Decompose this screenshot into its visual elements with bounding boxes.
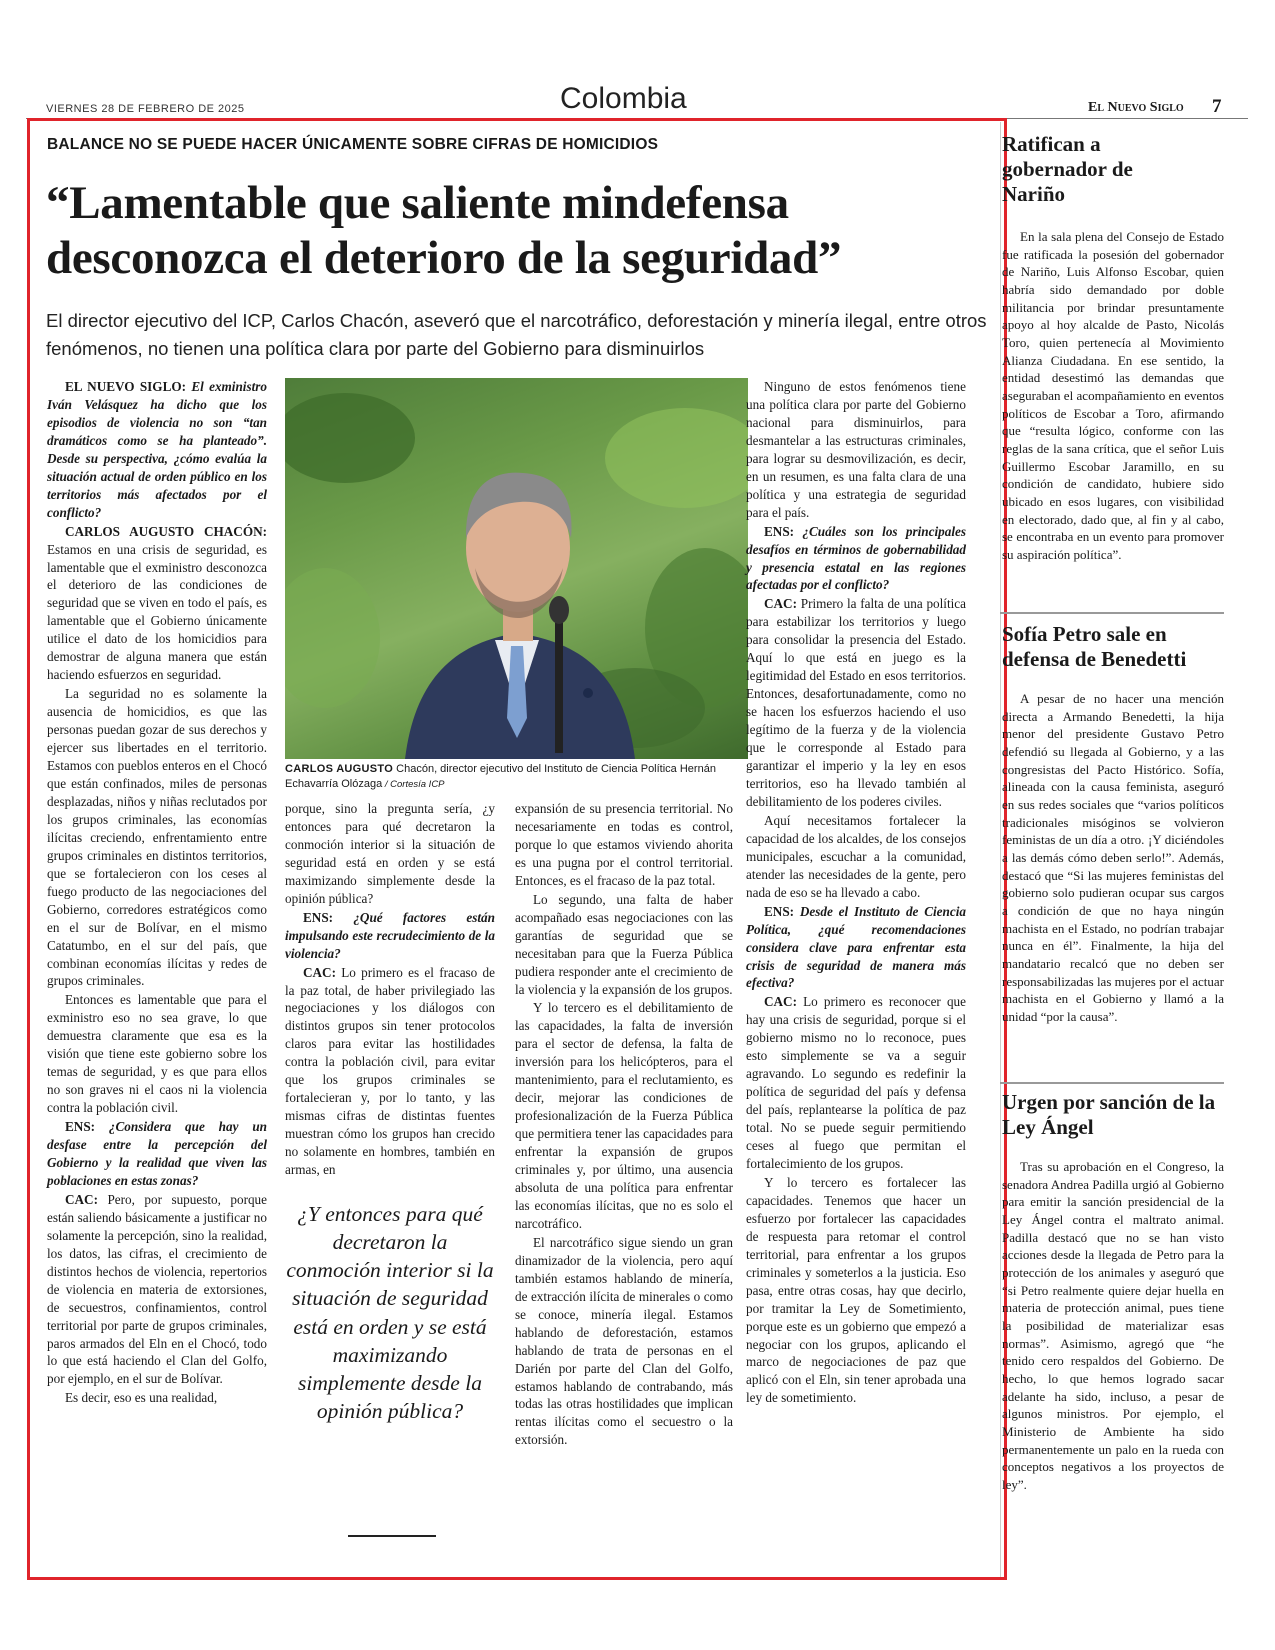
caption-credit: / Cortesía ICP [382,779,445,791]
article-kicker: BALANCE NO SE PUEDE HACER ÚNICAMENTE SOBRE CIFRAS DE HOMICIDIOS [47,136,659,153]
paragraph-text: porque, sino la pregunta sería, ¿y entonces para qué decretaron la conmoción interior si la situación de seguridad está en orden y se está maximizando simplemente desde la opinión pública? [285,801,495,906]
article-paragraph [746,523,966,595]
article-paragraph [47,1118,267,1190]
caption-name: CARLOS AUGUSTO [285,763,394,775]
paragraph-text: El narcotráfico sigue siendo un gran dinamizador de la violencia, pero aquí también estamos hablando de minería, de extracción ilícita de minerales o como se conoce, minería ilegal. Estamos hablando de deforestación, estamos hablando de trata de personas en el Darién por parte del Clan del Golfo, estamos hablando de contrabando, más todas las otras hostilidades que implican rentas ilícitas como el secuestro o la extorsión. [515,1234,733,1448]
speaker-label: CAC: [303,964,336,980]
article-column-4 [746,378,966,1558]
speaker-label: ENS: [764,903,795,919]
article-paragraph [285,964,495,1179]
paragraph-text: Estamos en una crisis de seguridad, es lamentable que el exministro desconozca el deterioro de las condiciones de seguridad que se viven en todo el país, es lamentable que el Gobierno únicamente utilice el dato de los homicidios para demostrar de alguna manera que están haciendo esfuerzos en seguridad. [47,541,267,683]
article-paragraph [746,595,966,810]
brief-2-headline: Sofía Petro sale en defensa de Benedetti [1002,622,1187,672]
interview-question: ¿Considera que hay un desfase entre la percepción del Gobierno y la realidad que viven las poblaciones en estas zonas? [47,1119,267,1188]
article-paragraph [47,523,267,685]
interview-question: El exministro Iván Velásquez ha dicho que los episodios de violencia no son “tan dramáticos como se ha planteado”. Desde su perspectiva, ¿cómo evalúa la situación actual de orden público en los territorios más afectados por el conflicto? [47,379,267,520]
article-column-2 [285,800,495,1180]
speaker-label: CAC: [65,1191,98,1207]
photo-caption [285,762,755,793]
interview-question: ¿Qué factores están impulsando este recrudecimiento de la violencia? [285,909,495,961]
section-title: Colombia [560,82,687,115]
article-paragraph [515,999,733,1232]
brief-2-body [1002,690,1224,1026]
brief-1-headline: Ratifican a gobernador de Nariño [1002,132,1133,207]
portrait-photo [285,378,748,759]
paragraph-text: La seguridad no es solamente la ausencia de homicidios, es que las personas puedan gozar de sus derechos y ejercer sus libertades en el territorio. Estamos con pueblos enteros en el Chocó que están confinados, miles de personas desplazadas, niños y niñas reclutados por los grupos criminales, las economías ilícitas creciendo, enfrentamiento entre grupos criminales en distintos territorios, que se fortalecieron con los ceses al fuego producto de las negociaciones del Gobierno, corredores estratégicos como en el sur de Bolívar, en el mismo Catatumbo, en el sur del país, que combinan economías ilícitas y redes de grupos criminales. [47,686,267,989]
newspaper-name: El Nuevo Siglo [1088,100,1184,115]
brief-2-text: A pesar de no hacer una mención directa a Armando Benedetti, la hija menor del presidente Gustavo Petro defendió su llegada al Gobierno, y a las congresistas del Pacto Histórico. Sofía, alineada con la causa feminista, aseguró en sus redes sociales que “varios políticos tradicionales misóginos se volvieron feministas de un día a otro. ¡Y diciéndoles a las demás cómo deben serlo!”. Además, destacó que “Si las mujeres feministas del gobierno solo pudieran ocupar sus cargos a condición de que no haya ningún machista en el Estado, no podrían trabajar nunca en él”. Finalmente, la hija del mandatario recalcó que no deben ser responsabilizadas las mujeres por el actuar machista en el Gobierno y llamó a la unidad “por la causa”. [1002,691,1224,1025]
article-headline: “Lamentable que saliente mindefensa desconozca el deterioro de la seguridad” [46,177,842,284]
paragraph-text: expansión de su presencia territorial. No necesariamente en todas es control, porque lo que estamos viviendo ahorita es una pugna por el control territorial. Entonces, es el fracaso de la paz total. [515,801,733,888]
paragraph-text: Lo segundo, una falta de haber acompañado esas negociaciones con las garantías de seguridad que se necesitaban para que la Fuerza Pública pudiera responder ante el crecimiento de la violencia y la expansión de los grupos. [515,891,733,997]
brief-1-text: En la sala plena del Consejo de Estado fue ratificada la posesión del gobernador de Nariño, Luis Alfonso Escobar, quien habría sido demandado por doble militancia por brindar presuntamente apoyo al hoy alcalde de Pasto, Nicolás Toro, quien pertenecía al Movimiento Alianza Ciudadana. En ese sentido, la entidad desestimó las demandas que aseguraban el acompañamiento en eventos políticos de Escobar a Toro, afirmando que “resulta lógico, conforme con las reglas de la sana crítica, que el señor Luis Guillermo Escobar Jaramillo, en su condición de candidato, hubiere sido ubicado en esos lugares, con visibilidad en electorado, dado que, al fin y al cabo, se encontraba en un evento para promover su aspiración política”. [1002,229,1224,563]
interview-question: ¿Cuáles son los principales desafíos en términos de gobernabilidad y presencia estatal en las regiones afectadas por el conflicto? [746,523,966,593]
brief-divider-2 [1000,1082,1224,1084]
speaker-label: CAC: [764,994,797,1010]
speaker-label: ENS: [764,523,795,539]
article-paragraph [47,1191,267,1388]
speaker-label: ENS: [303,909,334,925]
paragraph-text: Lo primero es el fracaso de la paz total, de haber privilegiado las negociaciones y los diálogos con distintos grupos sin tener protocolos claros para evitar las hostilidades contra la población civil, para evitar que los grupos criminales se fortalecieran y, por lo tanto, y las mismas cifras de distintas fuentes muestran cómo los grupos han crecido no solamente en hombres, también en armas, en [285,964,495,1178]
article-paragraph [746,378,966,522]
pull-quote: ¿Y entonces para qué decretaron la conmoción interior si la situación de seguridad está en orden y se está maximizando simplemente desde la opinión pública? [286,1202,494,1424]
page-date: VIERNES 28 DE FEBRERO DE 2025 [46,103,245,115]
paragraph-text: Primero la falta de una política para estabilizar los territorios y luego para consolidar la presencia del Estado. Aquí lo que está en juego es la legitimidad del Estado en esos territorios. Entonces, desafortunadamente, como no se hacen los esfuerzos haciendo el uso legítimo de la fuerza y de la violencia que le corresponde al Estado para garantizar el imperio y la ley en esos territorios, eso ha llevado también al debilitamiento de los poderes civiles. [746,596,966,809]
brief-1-body [1002,228,1224,564]
speaker-label: CARLOS AUGUSTO CHACÓN: [65,523,267,539]
article-paragraph [746,1174,966,1407]
article-column-3 [515,800,733,1560]
sidebar-divider [1000,122,1001,1577]
brief-3-body [1002,1158,1224,1494]
page-number: 7 [1212,96,1222,117]
speaker-label: EL NUEVO SIGLO: [65,379,187,394]
paragraph-text: Y lo tercero es el debilitamiento de las capacidades, la falta de inversión para el sector de defensa, la falta de inversión para los helicópteros, para el mantenimiento, para el reclutamiento, es decir, mejorar las condiciones de profesionalización de la Fuerza Pública que permitiera tener las capacidades para enfrentar la expansión de grupos criminales y, por último, una ausencia absoluta de una política para enfrentar las economías ilícitas, que no es solo el narcotráfico. [515,1000,733,1231]
brief-divider-1 [1000,612,1224,614]
paragraph-text: Y lo tercero es fortalecer las capacidades. Tenemos que hacer un esfuerzo por fortalecer las capacidades de respuesta para retomar el control territorial, para enfrentar a los grupos criminales y someterlos a la justicia. Eso pasa, entre otras cosas, hay que decirlo, por tramitar la Ley de Sometimiento, porque este es un gobierno que empezó a negociar con los grupos, aplicando el marco de negociaciones de paz que aplicó con el Eln, sin tener aprobada una ley de sometimiento. [746,1174,966,1406]
article-paragraph [47,991,267,1117]
article-paragraph [47,685,267,990]
article-paragraph [746,903,966,993]
brief-3-text: Tras su aprobación en el Congreso, la senadora Andrea Padilla urgió al Gobierno para emitir la sanción presidencial de la Ley Ángel contra el maltrato animal. Padilla destacó que no se han visto acciones desde la llegada de Petro para la protección de los animales y aseguró que “si Petro realmente quiere dejar huella en materia de protección animal, pues tiene la posibilidad de materializar esas normas”. Asimismo, agregó que “he tenido cero respaldos del Gobierno. De hecho, lo que hemos logrado sacar adelante ha sido, incluso, a pesar de algunos ministros. Por ejemplo, el Ministerio de Ambiente ha sido permanentemente un palo en la rueda con conceptos negativos a los proyectos de ley”. [1002,1159,1224,1493]
paragraph-text: Aquí necesitamos fortalecer la capacidad de los alcaldes, de los consejos municipales, escuchar a la comunidad, atender las necesidades de la gente, pero nada de eso se ha llevado a cabo. [746,812,966,900]
article-paragraph [285,800,495,908]
article-paragraph [746,812,966,902]
paragraph-text: Entonces es lamentable que para el exministro eso no sea grave, lo que demuestra claramente que esa es la visión que tiene este gobierno sobre los temas de seguridad, y es que para ellos no son graves ni el caos ni la violencia contra la población civil. [47,992,267,1116]
article-paragraph [515,1234,733,1449]
photo-illustration [285,378,748,759]
article-deck: El director ejecutivo del ICP, Carlos Chacón, aseveró que el narcotráfico, deforestación y minería ilegal, entre otros fenómenos, no tienen una política clara por parte del Gobierno para disminuirlos [46,310,987,359]
article-paragraph [515,800,733,890]
article-paragraph [746,993,966,1173]
article-paragraph [47,1389,267,1407]
paragraph-text: Es decir, eso es una realidad, [65,1390,218,1406]
paragraph-text: Ninguno de estos fenómenos tiene una política clara por parte del Gobierno nacional para disminuirlos, para desmantelar a las estructuras criminales, para lograr su desmovilización, es decir, en un resumen, es una falta clara de una política y una estrategia de seguridad para el país. [746,379,966,520]
article-paragraph [285,909,495,963]
paragraph-text: Lo primero es reconocer que hay una crisis de seguridad, porque si el gobierno mismo no lo reconoce, pues esto simplemente se va a seguir agravando. Lo segundo es redefinir la política de seguridad del país y defensa del país, replantearse la política de paz total. No se puede seguir permitiendo ceses al fuego que permitan el fortalecimiento de los grupos. [746,994,966,1171]
speaker-label: CAC: [764,596,797,612]
brief-3-headline: Urgen por sanción de la Ley Ángel [1002,1090,1216,1140]
article-column-1 [47,378,267,1558]
caption-text: Chacón, director ejecutivo del Instituto de Ciencia Política Hernán Echavarría Olózaga [285,763,716,791]
interview-question: Desde el Instituto de Ciencia Política, ¿qué recomendaciones considera clave para enfrentar esta crisis de seguridad de manera más efectiva? [746,903,966,991]
article-paragraph [515,891,733,999]
pull-quote-rule [348,1535,436,1537]
paragraph-text: Pero, por supuesto, porque están saliendo básicamente a justificar no solamente la percepción, sino la realidad, los datos, las cifras, el crecimiento de distintos hechos de violencia, repertorios de violencia en materia de extorsiones, de secuestros, confinamientos, control territorial por parte de grupos criminales, paros armados del Eln en el Chocó, todo lo que está haciendo el Clan del Golfo, por ejemplo, en el sur de Bolívar. [47,1191,267,1387]
speaker-label: ENS: [65,1119,96,1135]
article-paragraph [47,378,267,522]
